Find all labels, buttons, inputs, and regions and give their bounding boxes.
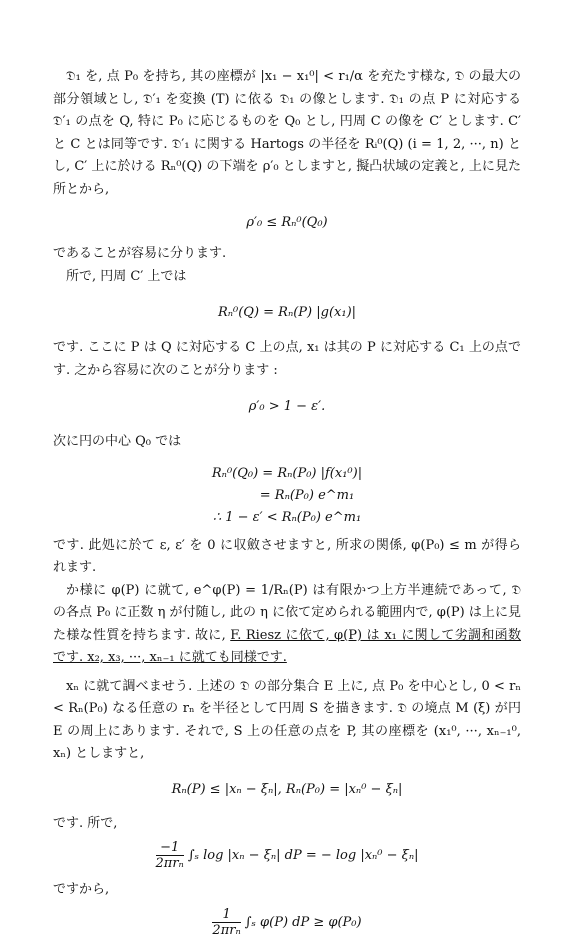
equation-rn-exp: = Rₙ(P₀) e^m₁	[259, 487, 355, 503]
paragraph-7-text: か様に φ(P) に就て, e^φ(P) = 1/Rₙ(P) は有限かつ上方半連続であって, 𝔇 の各点 P₀ に正数 η が付随し, 此の η に依て定められる範囲内で, φ(P) は上に見た様な性質を持ちます. 故に,	[53, 582, 521, 643]
riesz-underlined-text: F. Riesz に依て, φ(P) は x₁ に関して劣調和函数です. x₂, x₃, ···, xₙ₋₁ に就ても同様です.	[53, 627, 522, 665]
paragraph-1: 𝔇₁ を, 点 P₀ を持ち, 其の座標が |x₁ − x₁⁰| < r₁/α を充たす様な, 𝔇 の最大の部分領域とし, 𝔇′₁ を変換 (T) に依る 𝔇₁ の像とします. 𝔇₁ の点 P に対応する 𝔇′₁ の点を Q, 特に P₀ に応じるものを Q₀ とし, 円周 C の像を C′ とします. C′ と C とは同等です. 𝔇′₁ に関する Hartogs の半径を Rᵢ⁰(Q) (i = 1, 2, ···, n) とし, C′ 上に於ける Rₙ⁰(Q) の下端を ρ′₀ としますと, 擬凸状域の定義と, 上に見た所とから,	[53, 69, 521, 197]
fraction-neg-one	[156, 840, 184, 871]
equation-log-integral	[53, 839, 521, 873]
fraction-denominator: 2πrₙ	[212, 922, 241, 938]
paragraph-2: であることが容易に分ります.	[53, 246, 227, 261]
fraction-numerator: 1	[212, 907, 240, 923]
paragraph-4: です. ここに P は Q に対応する C 上の点, x₁ は其の P に対応する C₁ 上の点です. 之から容易に次のことが分ります :	[53, 340, 521, 378]
fraction-numerator: −1	[156, 840, 184, 856]
equation-rho-lower: ρ′₀ > 1 − ε′.	[248, 399, 326, 414]
paragraph-5: 次に円の中心 Q₀ では	[53, 434, 182, 449]
equation-rho-bound: ρ′₀ ≤ Rₙ⁰(Q₀)	[246, 215, 328, 230]
equation-phi-integral	[53, 906, 521, 940]
paragraph-6: です. 此処に於て ε, ε′ を 0 に収斂させますと, 所求の関係, φ(P₀) ≤ m が得られます.	[53, 537, 521, 575]
paragraph-10: ですから,	[53, 882, 110, 897]
equation-therefore: ∴ 1 − ε′ < Rₙ(P₀) e^m₁	[212, 509, 362, 525]
fraction-one	[212, 907, 240, 938]
paragraph-8: xₙ に就て調べませう. 上述の 𝔇 の部分集合 E 上に, 点 P₀ を中心とし, 0 < rₙ < Rₙ(P₀) なる任意の rₙ を半径として円周 S を描きます. 𝔇 の境点 M (ξ) が円 E の周上にあります. それで, S 上の任意の点を P, 其の座標を (x₁⁰, ···, xₙ₋₁⁰, xₙ) としますと,	[53, 678, 521, 761]
paragraph-7	[53, 580, 521, 670]
paragraph-3: 所で, 円周 C′ 上では	[66, 268, 187, 284]
equation-rn-bounds: Rₙ(P) ≤ |xₙ − ξₙ|, Rₙ(P₀) = |xₙ⁰ − ξₙ|	[171, 781, 403, 797]
equation-rn0-q0: Rₙ⁰(Q₀) = Rₙ(P₀) |f(x₁⁰)|	[211, 465, 363, 481]
equation-rn0-q: Rₙ⁰(Q) = Rₙ(P) |g(x₁)|	[217, 305, 357, 320]
paragraph-9: です. 所で,	[53, 815, 118, 831]
fraction-denominator: 2πrₙ	[155, 856, 184, 871]
log-integral-body: ∫ₛ log |xₙ − ξₙ| dP = − log |xₙ⁰ − ξₙ|	[187, 848, 419, 863]
paper-page	[53, 66, 521, 940]
phi-integral-body: ∫ₛ φ(P) dP ≥ φ(P₀)	[244, 914, 362, 930]
